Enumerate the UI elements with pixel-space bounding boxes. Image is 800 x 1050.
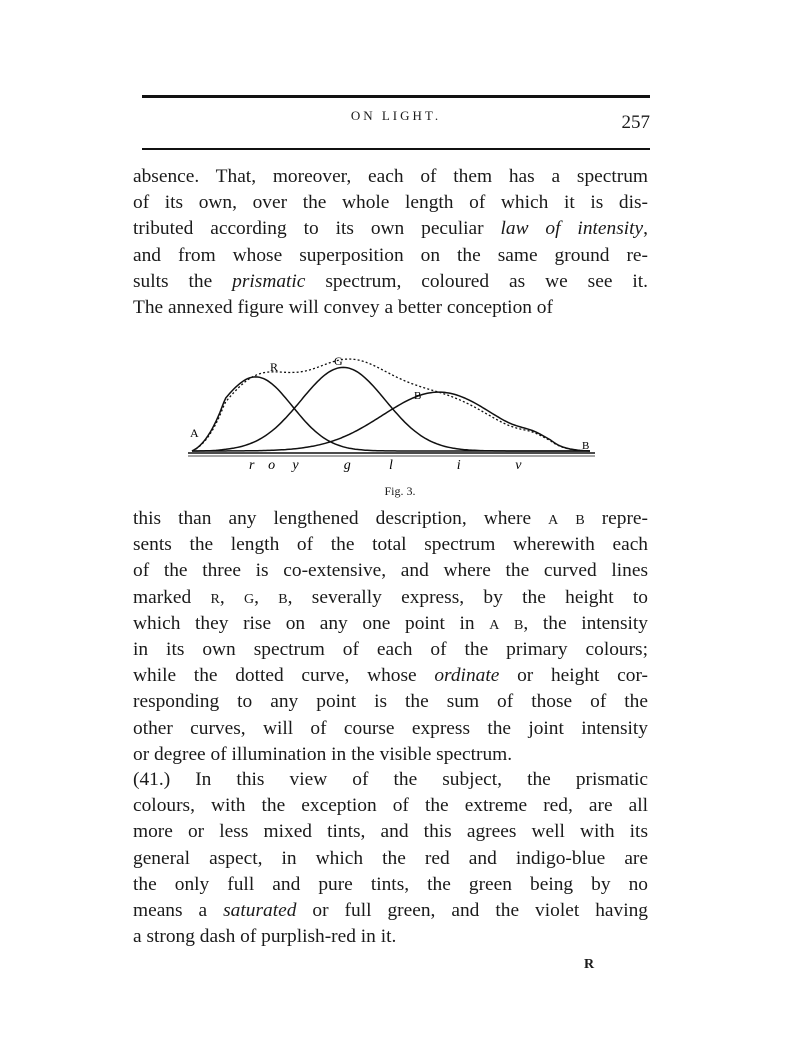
text-line: other curves, will of course express the joint intensity	[133, 717, 648, 739]
text-line: in its own spectrum of each of the primary colours;	[133, 639, 648, 661]
paragraph-2	[133, 506, 648, 768]
signature-mark: R	[584, 957, 595, 972]
label-point-a: A	[190, 426, 199, 440]
curve-red	[192, 377, 590, 451]
spectrum-letter-g: g	[343, 458, 351, 473]
curve-sum-dotted	[192, 359, 590, 451]
text-line: more or less mixed tints, and this agrees well with its	[133, 821, 648, 843]
text-line: which they rise on any one point in a b, the intensity	[133, 612, 648, 634]
label-point-b: B	[582, 440, 590, 452]
figure-3-spectrum-curves	[180, 325, 610, 475]
spectrum-letter-y: y	[292, 458, 299, 473]
running-head: ON LIGHT.	[350, 108, 442, 123]
text-line: or degree of illumination in the visible spectrum.	[133, 743, 513, 765]
curve-blue	[192, 392, 590, 451]
spectrum-letter-v: v	[515, 458, 522, 473]
text-line: of the three is co-extensive, and where the curved lines	[133, 560, 648, 582]
text-line: this than any lengthened description, where a b repre-	[133, 508, 648, 529]
page-number: 257	[621, 112, 650, 133]
label-curve-red: R	[270, 360, 279, 374]
header-rule-top	[142, 95, 650, 98]
text-line: the only full and pure tints, the green being by no	[133, 873, 648, 895]
paragraph-1	[133, 164, 648, 321]
spectrum-letter-o: o	[268, 458, 276, 473]
text-line: responding to any point is the sum of those of the	[133, 691, 648, 713]
spectrum-letter-r: r	[248, 458, 255, 473]
text-line: while the dotted curve, whose ordinate or height cor-	[133, 665, 648, 687]
text-line: absence. That, moreover, each of them has a spectrum	[133, 166, 648, 187]
spectrum-letter-l: l	[389, 458, 393, 473]
text-line: and from whose superposition on the same ground re-	[133, 244, 648, 266]
text-line: of its own, over the whole length of which it is dis-	[133, 192, 648, 214]
text-line: marked r, g, b, severally express, by the height to	[133, 586, 648, 608]
text-line: tributed according to its own peculiar law of intensity,	[133, 218, 648, 240]
label-curve-green: G	[334, 354, 343, 368]
figure-caption: Fig. 3.	[384, 484, 416, 498]
text-line: colours, with the exception of the extreme red, are all	[133, 795, 648, 817]
text-line: a strong dash of purplish-red in it.	[133, 926, 397, 948]
spectrum-letter-i: i	[456, 458, 461, 473]
text-line: sults the prismatic spectrum, coloured as we see it.	[133, 270, 649, 292]
text-line: means a saturated or full green, and the violet having	[133, 900, 648, 922]
text-line: general aspect, in which the red and indigo-blue are	[133, 847, 648, 869]
paragraph-3	[133, 767, 648, 950]
label-curve-blue: B	[414, 390, 422, 402]
text-line: sents the length of the total spectrum wherewith each	[133, 534, 648, 556]
text-line: (41.) In this view of the subject, the prismatic	[133, 769, 648, 790]
text-line: The annexed figure will convey a better conception of	[133, 297, 553, 319]
header-rule-bottom	[142, 148, 650, 150]
